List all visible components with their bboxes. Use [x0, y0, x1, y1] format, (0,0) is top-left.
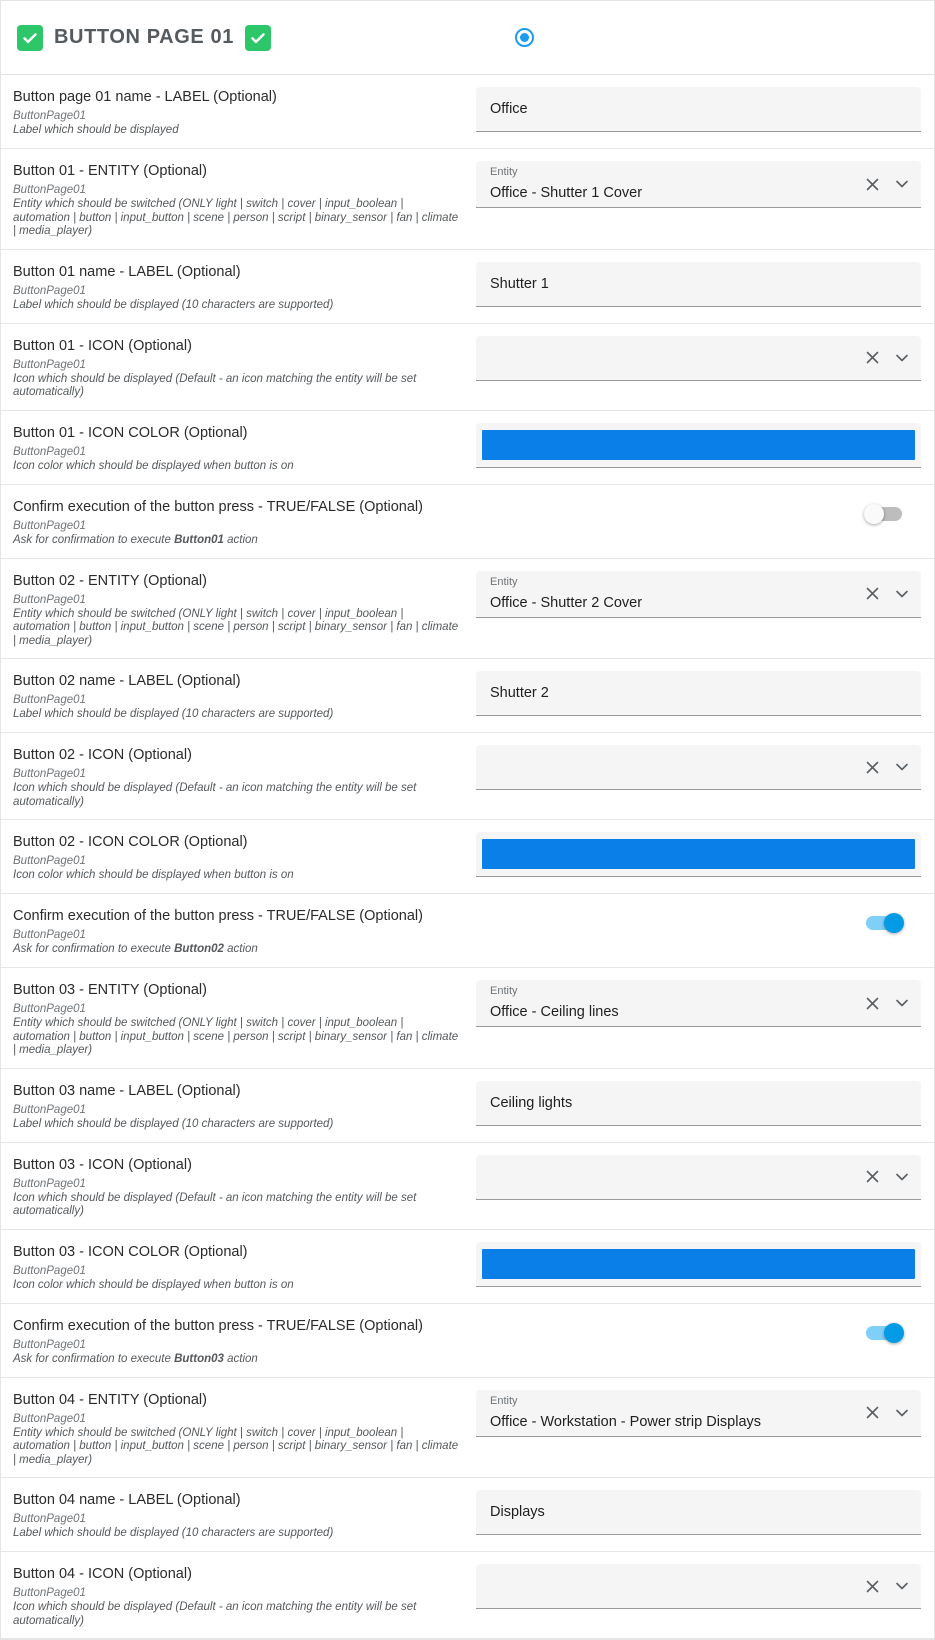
- row-config-key: ButtonPage01: [13, 1513, 86, 1525]
- close-icon[interactable]: [863, 1404, 881, 1422]
- color-swatch[interactable]: [482, 839, 915, 869]
- close-icon[interactable]: [863, 758, 881, 776]
- row-title: Button 01 - ICON (Optional): [13, 337, 192, 354]
- row-title: Button 04 name - LABEL (Optional): [13, 1492, 241, 1508]
- toggle-knob: [884, 913, 904, 933]
- form-row: [1, 659, 934, 733]
- row-description: Label which should be displayed (10 characters are supported): [13, 708, 334, 720]
- form-rows: [1, 75, 934, 1639]
- row-description-target: Button02: [174, 943, 224, 955]
- row-description-suffix: action: [223, 943, 258, 955]
- row-description-prefix: Ask for confirmation to execute: [13, 1352, 175, 1365]
- entity-combobox[interactable]: [476, 571, 921, 618]
- row-field-cell: [473, 980, 921, 1027]
- close-icon[interactable]: [863, 349, 881, 367]
- color-swatch[interactable]: [482, 1249, 915, 1279]
- text-input[interactable]: [476, 1081, 921, 1126]
- row-label-group: [13, 497, 473, 548]
- field-actions: [863, 161, 911, 207]
- confirm-execution-toggle[interactable]: [866, 1326, 902, 1340]
- form-row: [1, 733, 934, 820]
- row-title: Confirm execution of the button press - TRUE/FALSE (Optional): [13, 908, 423, 924]
- entity-combobox[interactable]: [476, 980, 921, 1027]
- row-title: Button page 01 name - LABEL (Optional): [13, 89, 277, 105]
- row-description: Label which should be displayed (10 characters are supported): [13, 1117, 334, 1130]
- row-label-group: [13, 980, 473, 1058]
- row-title: Button 03 - ICON COLOR (Optional): [13, 1243, 248, 1260]
- row-title: Button 04 - ENTITY (Optional): [13, 1391, 207, 1408]
- text-input-value: Shutter 1: [490, 275, 549, 292]
- row-field-cell: [473, 745, 921, 790]
- row-title: Button 04 - ICON (Optional): [13, 1566, 192, 1582]
- row-field-cell: [473, 1081, 921, 1126]
- toggle-knob: [864, 504, 884, 524]
- close-icon[interactable]: [863, 585, 881, 603]
- text-input[interactable]: [476, 671, 921, 716]
- row-label-group: [13, 1490, 473, 1541]
- row-config-key: ButtonPage01: [13, 519, 86, 532]
- row-description: Icon which should be displayed (Default - an icon matching the entity will be set automatically): [13, 1191, 417, 1217]
- row-description-target: Button03: [174, 1352, 224, 1365]
- entity-value: Office - Ceiling lines: [490, 1004, 619, 1020]
- row-config-key: ButtonPage01: [13, 1412, 86, 1425]
- row-label-group: [13, 1242, 473, 1293]
- form-row: [1, 485, 934, 559]
- text-input-value: Shutter 2: [490, 685, 549, 701]
- form-row: [1, 559, 934, 660]
- row-description: Icon color which should be displayed when button is on: [13, 459, 294, 472]
- row-description: Label which should be displayed: [13, 124, 179, 136]
- row-label-group: [13, 1155, 473, 1219]
- close-icon[interactable]: [863, 1577, 881, 1595]
- row-config-key: ButtonPage01: [13, 445, 86, 458]
- icon-combobox[interactable]: [476, 336, 921, 381]
- row-config-key: ButtonPage01: [13, 929, 86, 941]
- row-title: Button 01 - ENTITY (Optional): [13, 163, 207, 179]
- color-swatch[interactable]: [482, 430, 915, 460]
- row-field-cell: [473, 1155, 921, 1200]
- row-label-group: [13, 262, 473, 313]
- toggle-knob: [884, 1323, 904, 1343]
- row-title: Button 02 name - LABEL (Optional): [13, 673, 241, 689]
- icon-color-picker[interactable]: [476, 832, 921, 877]
- row-config-key: ButtonPage01: [13, 1587, 86, 1599]
- chevron-down-icon[interactable]: [893, 1404, 911, 1422]
- form-row: [1, 968, 934, 1069]
- page-header: [1, 1, 934, 75]
- text-input[interactable]: [476, 1490, 921, 1535]
- form-row: [1, 1230, 934, 1304]
- row-config-key: ButtonPage01: [13, 1003, 86, 1015]
- row-description: [13, 943, 463, 957]
- chevron-down-icon[interactable]: [893, 1577, 911, 1595]
- entity-float-label: Entity: [490, 166, 518, 178]
- chevron-down-icon[interactable]: [893, 1168, 911, 1186]
- row-field-cell: [473, 161, 921, 208]
- row-label-group: [13, 671, 473, 722]
- row-description: Icon color which should be displayed when button is on: [13, 1278, 294, 1291]
- row-field-cell: [473, 423, 921, 468]
- entity-float-label: Entity: [490, 1394, 518, 1407]
- form-row: [1, 894, 934, 968]
- check-icon-right[interactable]: [245, 25, 271, 51]
- row-field-cell: [473, 1390, 921, 1437]
- form-row: [1, 324, 934, 411]
- row-description: Icon which should be displayed (Default - an icon matching the entity will be set automatically): [13, 372, 417, 398]
- row-config-key: ButtonPage01: [13, 110, 86, 122]
- page-title: BUTTON PAGE 01: [54, 26, 234, 48]
- form-row: [1, 75, 934, 149]
- row-description-target: Button01: [174, 533, 224, 546]
- field-actions: [863, 1390, 911, 1436]
- row-description: Label which should be displayed (10 characters are supported): [13, 298, 334, 311]
- row-title: Button 03 name - LABEL (Optional): [13, 1082, 241, 1099]
- row-description: Entity which should be switched (ONLY light | switch | cover | input_boolean | automation | button | input_button | scene | person | script | binary_sensor | fan | climate | media_player): [13, 1426, 459, 1466]
- entity-float-label: Entity: [490, 985, 518, 997]
- text-input-value: Office: [490, 101, 528, 117]
- row-label-group: [13, 832, 473, 883]
- text-input-value: Ceiling lights: [490, 1094, 573, 1111]
- row-description: Entity which should be switched (ONLY light | switch | cover | input_boolean | automation | button | input_button | scene | person | script | binary_sensor | fan | climate | media_player): [13, 1017, 459, 1056]
- confirm-toggle-cell: [473, 497, 918, 521]
- row-title: Button 02 - ENTITY (Optional): [13, 572, 207, 589]
- close-icon[interactable]: [863, 994, 881, 1012]
- form-row: [1, 820, 934, 894]
- text-input[interactable]: [476, 87, 921, 132]
- row-description: Icon which should be displayed (Default - an icon matching the entity will be set automatically): [13, 1601, 417, 1627]
- row-title: Button 01 name - LABEL (Optional): [13, 263, 241, 280]
- icon-color-picker[interactable]: [476, 1242, 921, 1287]
- row-field-cell: [473, 1490, 921, 1535]
- radio-selected-icon[interactable]: [514, 27, 536, 49]
- row-config-key: ButtonPage01: [13, 1177, 86, 1190]
- row-field-cell: [473, 87, 921, 132]
- chevron-down-icon[interactable]: [893, 349, 911, 367]
- row-description: [13, 534, 463, 548]
- row-label-group: [13, 745, 473, 809]
- row-title: Button 02 - ICON COLOR (Optional): [13, 834, 248, 850]
- row-label-group: [13, 336, 473, 400]
- confirm-toggle-cell: [473, 1316, 918, 1340]
- form-row: [1, 1378, 934, 1479]
- row-label-group: [13, 571, 473, 649]
- row-title: Button 02 - ICON (Optional): [13, 747, 192, 763]
- row-config-key: ButtonPage01: [13, 284, 86, 297]
- close-icon[interactable]: [863, 175, 881, 193]
- row-description: Icon which should be displayed (Default - an icon matching the entity will be set automatically): [13, 782, 417, 808]
- row-title: Button 01 - ICON COLOR (Optional): [13, 424, 248, 441]
- check-icon-left[interactable]: [17, 25, 43, 51]
- text-input[interactable]: [476, 262, 921, 307]
- row-description: Entity which should be switched (ONLY light | switch | cover | input_boolean | automation | button | input_button | scene | person | script | binary_sensor | fan | climate | media_player): [13, 198, 459, 237]
- row-config-key: ButtonPage01: [13, 1264, 86, 1277]
- row-label-group: [13, 1081, 473, 1132]
- row-label-group: [13, 1390, 473, 1468]
- field-actions: [863, 1155, 911, 1199]
- row-label-group: [13, 1564, 473, 1628]
- form-row: [1, 1552, 934, 1639]
- row-description-suffix: action: [223, 533, 258, 546]
- chevron-down-icon[interactable]: [893, 175, 911, 193]
- row-field-cell: [473, 262, 921, 307]
- row-config-key: ButtonPage01: [13, 1103, 86, 1116]
- row-label-group: [13, 1316, 473, 1367]
- row-config-key: ButtonPage01: [13, 768, 86, 780]
- row-title: Button 03 - ENTITY (Optional): [13, 982, 207, 998]
- form-row: [1, 250, 934, 324]
- confirm-execution-toggle[interactable]: [866, 507, 902, 521]
- row-label-group: [13, 906, 473, 957]
- row-description-prefix: Ask for confirmation to execute: [13, 533, 175, 546]
- form-row: [1, 1069, 934, 1143]
- row-field-cell: [473, 671, 921, 716]
- chevron-down-icon[interactable]: [893, 758, 911, 776]
- entity-value: Office - Shutter 2 Cover: [490, 594, 643, 611]
- confirm-execution-toggle[interactable]: [866, 916, 902, 930]
- row-title: Confirm execution of the button press - TRUE/FALSE (Optional): [13, 1317, 423, 1334]
- row-config-key: ButtonPage01: [13, 358, 86, 371]
- row-description: [13, 1353, 463, 1367]
- entity-combobox[interactable]: [476, 161, 921, 208]
- close-icon[interactable]: [863, 1168, 881, 1186]
- chevron-down-icon[interactable]: [893, 585, 911, 603]
- confirm-toggle-cell: [473, 906, 918, 930]
- row-field-cell: [473, 571, 921, 618]
- form-row: [1, 1478, 934, 1552]
- chevron-down-icon[interactable]: [893, 994, 911, 1012]
- row-description-suffix: action: [223, 1352, 258, 1365]
- row-config-key: ButtonPage01: [13, 855, 86, 867]
- entity-combobox[interactable]: [476, 1390, 921, 1437]
- icon-combobox[interactable]: [476, 745, 921, 790]
- entity-float-label: Entity: [490, 575, 518, 588]
- field-actions: [863, 571, 911, 617]
- field-actions: [863, 980, 911, 1026]
- row-label-group: [13, 423, 473, 474]
- form-row: [1, 1143, 934, 1230]
- form-row: [1, 411, 934, 485]
- row-config-key: ButtonPage01: [13, 1338, 86, 1351]
- row-description: Entity which should be switched (ONLY light | switch | cover | input_boolean | automation | button | input_button | scene | person | script | binary_sensor | fan | climate | media_player): [13, 607, 459, 647]
- row-config-key: ButtonPage01: [13, 184, 86, 196]
- row-label-group: [13, 161, 473, 239]
- entity-value: Office - Shutter 1 Cover: [490, 185, 643, 201]
- form-row: [1, 1304, 934, 1378]
- entity-value: Office - Workstation - Power strip Displays: [490, 1413, 762, 1430]
- field-actions: [863, 745, 911, 789]
- row-config-key: ButtonPage01: [13, 593, 86, 606]
- row-description-prefix: Ask for confirmation to execute: [13, 943, 175, 955]
- form-row: [1, 149, 934, 250]
- row-field-cell: [473, 1242, 921, 1287]
- icon-color-picker[interactable]: [476, 423, 921, 468]
- row-description: Icon color which should be displayed when button is on: [13, 869, 294, 881]
- field-actions: [863, 336, 911, 380]
- row-field-cell: [473, 832, 921, 877]
- icon-combobox[interactable]: [476, 1155, 921, 1200]
- row-config-key: ButtonPage01: [13, 694, 86, 706]
- row-label-group: [13, 87, 473, 138]
- row-field-cell: [473, 336, 921, 381]
- text-input-value: Displays: [490, 1504, 545, 1520]
- row-title: Confirm execution of the button press - TRUE/FALSE (Optional): [13, 498, 423, 515]
- row-title: Button 03 - ICON (Optional): [13, 1156, 192, 1173]
- row-description: Label which should be displayed (10 characters are supported): [13, 1527, 334, 1539]
